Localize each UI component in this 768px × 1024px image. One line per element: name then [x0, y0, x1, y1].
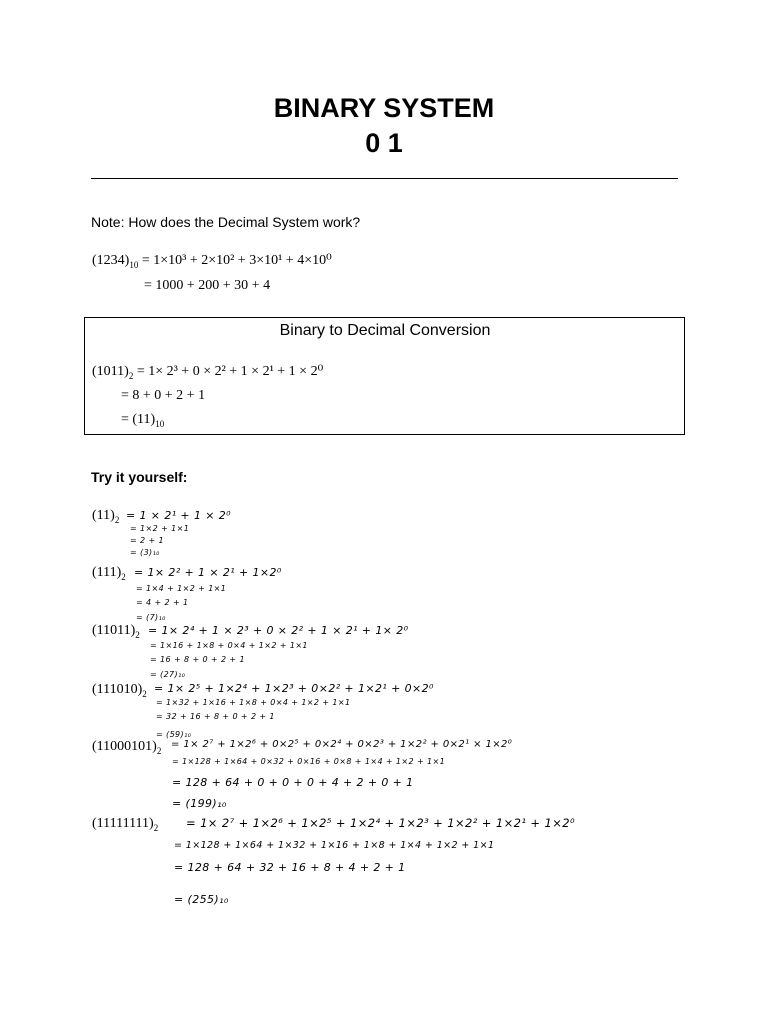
exercise-number: [92, 508, 119, 525]
conversion-number: (1011): [92, 364, 129, 379]
exercise-number: [92, 623, 140, 640]
decimal-base: 10: [129, 260, 139, 270]
exercise-base: 2: [121, 572, 126, 582]
exercise-number: [92, 816, 158, 833]
note-text: Note: How does the Decimal System work?: [91, 214, 361, 230]
handwritten-line: = 32 + 16 + 8 + 0 + 2 + 1: [156, 712, 275, 721]
try-it-label: Try it yourself:: [91, 469, 188, 485]
exercise-base: 2: [153, 823, 159, 833]
handwritten-line: = 1× 2² + 1 × 2¹ + 1×2⁰: [134, 566, 282, 579]
decimal-example-sum: = 1000 + 200 + 30 + 4: [144, 278, 271, 293]
handwritten-line: = 4 + 2 + 1: [136, 598, 189, 607]
handwritten-line: = 1 × 2¹ + 1 × 2⁰: [126, 509, 231, 522]
exercise-number-value: (111): [92, 565, 122, 580]
handwritten-line: = 1×128 + 1×64 + 1×32 + 1×16 + 1×8 + 1×4 + 1×2 + 1×1: [174, 840, 495, 851]
handwritten-line: = 128 + 64 + 32 + 16 + 8 + 4 + 2 + 1: [174, 861, 406, 874]
handwritten-line: = 1× 2⁷ + 1×2⁶ + 1×2⁵ + 1×2⁴ + 1×2³ + 1×2² + 1×2¹ + 1×2⁰: [186, 816, 576, 830]
handwritten-line: = 1× 2⁷ + 1×2⁶ + 0×2⁵ + 0×2⁴ + 0×2³ + 1×2² + 0×2¹ × 1×2⁰: [171, 739, 513, 750]
handwritten-line: = 16 + 8 + 0 + 2 + 1: [150, 655, 245, 664]
exercise-base: 2: [114, 515, 120, 525]
conversion-base: 2: [128, 371, 134, 381]
handwritten-line: = (255)₁₀: [174, 893, 229, 906]
conversion-result-base: 10: [155, 419, 165, 429]
exercise-number-value: (11000101): [92, 739, 157, 754]
exercise-number-value: (111010): [92, 682, 143, 697]
exercise-base: 2: [135, 630, 140, 640]
handwritten-line: = 1×4 + 1×2 + 1×1: [136, 584, 227, 593]
handwritten-line: = (3)₁₀: [130, 548, 160, 557]
handwritten-line: = (27)₁₀: [150, 670, 186, 679]
decimal-expansion: = 1×10³ + 2×10² + 3×10¹ + 4×10⁰: [141, 253, 332, 268]
title-divider: [91, 178, 678, 179]
decimal-number: (1234): [92, 253, 130, 268]
page-subtitle: 0 1: [365, 128, 403, 158]
exercise-number: [92, 565, 126, 582]
exercise-number-value: (11): [92, 508, 115, 523]
conversion-sum: = 8 + 0 + 2 + 1: [121, 388, 206, 403]
conversion-result-value: = (11): [121, 412, 156, 427]
exercise-number-value: (11011): [92, 623, 136, 638]
exercise-base: 2: [142, 689, 147, 699]
handwritten-line: = 128 + 64 + 0 + 0 + 0 + 4 + 2 + 0 + 1: [172, 776, 414, 789]
handwritten-line: = 1× 2⁴ + 1 × 2³ + 0 × 2² + 1 × 2¹ + 1× 2⁰: [148, 624, 409, 637]
handwritten-line: = 2 + 1: [130, 536, 165, 545]
conversion-box-title: Binary to Decimal Conversion: [279, 322, 491, 339]
exercise-base: 2: [156, 746, 162, 756]
handwritten-line: = 1×16 + 1×8 + 0×4 + 1×2 + 1×1: [150, 641, 308, 650]
handwritten-line: = (7)₁₀: [136, 613, 166, 622]
handwritten-line: = 1×2 + 1×1: [130, 524, 190, 533]
exercise-number: [92, 739, 161, 756]
exercise-number-value: (11111111): [92, 816, 154, 831]
exercise-number: [92, 682, 147, 699]
handwritten-line: = 1× 2⁵ + 1×2⁴ + 1×2³ + 0×2² + 1×2¹ + 0×2⁰: [154, 682, 434, 695]
conversion-expansion: [92, 363, 323, 381]
handwritten-line: = (199)₁₀: [172, 797, 227, 810]
handwritten-line: = 1×32 + 1×16 + 1×8 + 0×4 + 1×2 + 1×1: [156, 698, 351, 707]
handwritten-line: = 1×128 + 1×64 + 0×32 + 0×16 + 0×8 + 1×4 + 1×2 + 1×1: [172, 757, 446, 766]
decimal-example-expansion: [92, 252, 332, 270]
conversion-expansion-text: = 1× 2³ + 0 × 2² + 1 × 2¹ + 1 × 2⁰: [136, 364, 324, 379]
conversion-result: [121, 412, 164, 429]
page-title: BINARY SYSTEM: [273, 93, 495, 123]
handwritten-line: = (59)₁₀: [156, 730, 192, 739]
